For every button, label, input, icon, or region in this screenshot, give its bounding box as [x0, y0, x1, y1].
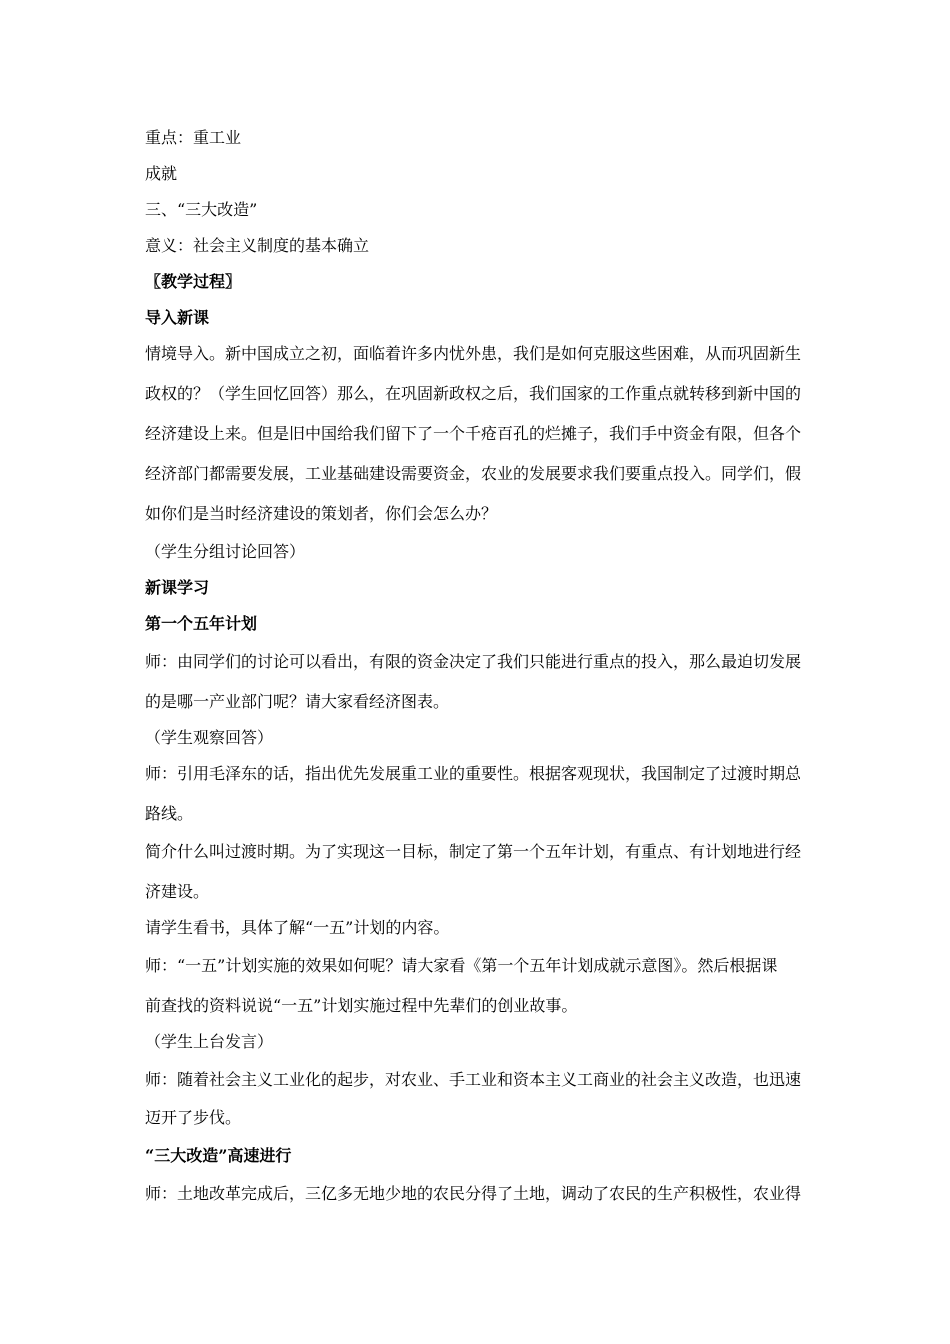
paragraph-line: 师：引用毛泽东的话，指出优先发展重工业的重要性。根据客观现状，我国制定了过渡时期总 — [145, 764, 802, 783]
five-year-plan-heading: 第一个五年计划 — [145, 614, 258, 633]
section-three-heading: 三、“三大改造” — [145, 200, 258, 219]
teaching-process-heading: 〖教学过程〗 — [145, 272, 242, 291]
student-activity-line: （学生观察回答） — [145, 728, 274, 747]
achievement-line: 成就 — [145, 164, 178, 183]
paragraph-line: 师：由同学们的讨论可以看出，有限的资金决定了我们只能进行重点的投入，那么最迫切发展 — [145, 652, 802, 671]
paragraph-line: 请学生看书，具体了解“一五”计划的内容。 — [145, 918, 450, 937]
paragraph-line: 简介什么叫过渡时期。为了实现这一目标，制定了第一个五年计划，有重点、有计划地进行经 — [145, 842, 802, 861]
paragraph-line: 的是哪一产业部门呢？请大家看经济图表。 — [145, 692, 450, 711]
paragraph-line: 经济部门都需要发展，工业基础建设需要资金，农业的发展要求我们要重点投入。同学们，假 — [145, 464, 802, 483]
new-lesson-heading: 新课学习 — [145, 578, 210, 597]
paragraph-line: 师：土地改革完成后，三亿多无地少地的农民分得了土地，调动了农民的生产积极性，农业得 — [145, 1184, 802, 1203]
student-activity-line: （学生分组讨论回答） — [145, 542, 306, 561]
paragraph-line: 济建设。 — [145, 882, 210, 901]
three-transformations-heading: “三大改造”高速进行 — [145, 1146, 292, 1165]
paragraph-line: 路线。 — [145, 804, 194, 823]
paragraph-line: 情境导入。新中国成立之初，面临着许多内忧外患，我们是如何克服这些困难，从而巩固新生 — [145, 344, 802, 363]
paragraph-line: 政权的？（学生回忆回答）那么，在巩固新政权之后，我们国家的工作重点就转移到新中国的 — [145, 384, 802, 403]
paragraph-line: 师：“一五”计划实施的效果如何呢？请大家看《第一个五年计划成就示意图》。然后根据课 — [145, 956, 778, 975]
paragraph-line: 师：随着社会主义工业化的起步，对农业、手工业和资本主义工商业的社会主义改造，也迅速 — [145, 1070, 802, 1089]
intro-heading: 导入新课 — [145, 308, 210, 327]
paragraph-line: 经济建设上来。但是旧中国给我们留下了一个千疮百孔的烂摊子，我们手中资金有限，但各个 — [145, 424, 802, 443]
student-activity-line: （学生上台发言） — [145, 1032, 274, 1051]
paragraph-line: 前查找的资料说说“一五”计划实施过程中先辈们的创业故事。 — [145, 996, 578, 1015]
significance-line: 意义：社会主义制度的基本确立 — [145, 236, 370, 255]
key-point-line: 重点：重工业 — [145, 128, 242, 147]
paragraph-line: 迈开了步伐。 — [145, 1108, 242, 1127]
paragraph-line: 如你们是当时经济建设的策划者，你们会怎么办？ — [145, 504, 498, 523]
